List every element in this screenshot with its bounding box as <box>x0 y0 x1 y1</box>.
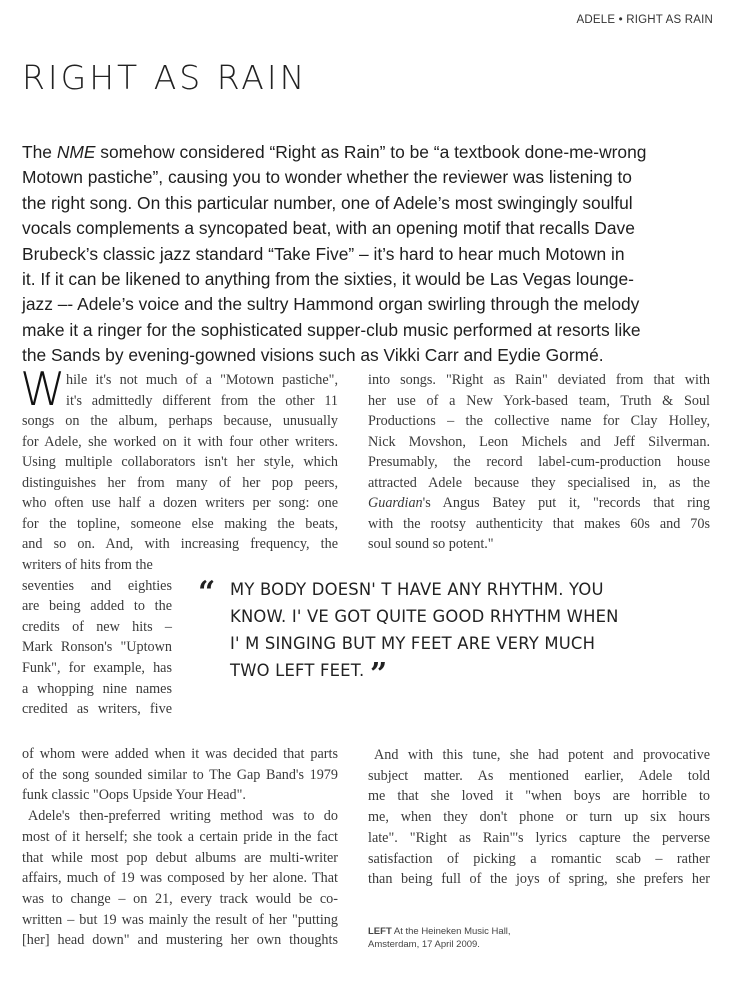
text-line: Funk", for example, has <box>22 660 172 676</box>
intro-segment: somehow considered “Right as Rain” to be “a textbook done-me-wrong <box>95 142 647 162</box>
text-line: Adele's then-preferred writing method was to do <box>28 808 338 825</box>
intro-segment: The <box>22 142 57 162</box>
text-line <box>368 494 710 512</box>
text-line: credits of new hits – <box>22 618 172 635</box>
text-line: it's admittedly different from the other 11 <box>66 392 338 409</box>
text-line: hile it's not much of a "Motown pastiche", <box>66 372 338 388</box>
text-line: vocals complements a syncopated beat, with an opening motif that recalls Dave <box>22 218 635 239</box>
text-line: of whom were added when it was decided that parts <box>22 746 338 762</box>
text-line: written – but 19 was mainly the result of her "putting <box>22 911 338 928</box>
text-line: late". "Right as Rain"'s lyrics capture the perverse <box>368 829 710 846</box>
text-line: Mark Ronson's "Uptown <box>22 639 172 656</box>
caption-label: LEFT <box>368 926 392 937</box>
open-quote-mark: “ <box>198 575 216 610</box>
pull-quote-line: MY BODY DOESN' T HAVE ANY RHYTHM. YOU <box>230 580 604 599</box>
text-segment: Guardian <box>368 495 423 511</box>
text-line: [her] head down" and mustering her own thoughts <box>22 932 338 949</box>
text-line: into songs. "Right as Rain" deviated from that with <box>368 372 710 388</box>
photo-caption <box>368 926 511 938</box>
text-segment: 's Angus Batey put it, "records that ring <box>422 495 710 511</box>
text-line: me that she loved it "when boys are horrible to <box>368 788 710 805</box>
text-line: Brubeck’s classic jazz standard “Take Five” – it’s hard to hear much Motown in <box>22 243 625 264</box>
text-line: and so on. And, with increasing frequency, the <box>22 536 338 552</box>
text-line: Using multiple collaborators isn't her style, which <box>22 454 338 470</box>
close-quote-mark: ” <box>370 657 388 692</box>
text-line: And with this tune, she had potent and provocative <box>374 747 710 763</box>
text-line: Nick Movshon, Leon Michels and Jeff Silverman. <box>368 433 710 450</box>
drop-cap: W <box>20 362 66 416</box>
text-line: it. If it can be likened to anything from the sixties, it would be Las Vegas lounge- <box>22 269 634 289</box>
text-line: Motown pastiche”, causing you to wonder whether the reviewer was listening to <box>22 167 632 188</box>
text-line: with the rootsy authenticity that makes 60s and 70s <box>368 515 710 532</box>
text-line: a whopping nine names <box>22 680 172 697</box>
intro-segment: NME <box>56 142 96 162</box>
caption-text: At the Heineken Music Hall, <box>391 926 511 937</box>
text-line: satisfaction of picking a romantic scab – rather <box>368 850 710 867</box>
text-line: attracted Adele because they specialised in, as the <box>368 474 710 491</box>
text-line: writers of hits from the <box>22 557 153 573</box>
text-line: who often use half a dozen writers per song: one <box>22 495 338 511</box>
text-line: the right song. On this particular number, one of Adele’s most swingingly soulful <box>22 192 633 213</box>
text-line: funk classic "Oops Upside Your Head". <box>22 787 246 804</box>
text-line: most of it herself; she took a certain pride in the fact <box>22 828 338 845</box>
text-line: the Sands by evening-gowned visions such as Vikki Carr and Eydie Gormé. <box>22 345 604 366</box>
text-line: subject matter. As mentioned earlier, Adele told <box>368 767 710 784</box>
page-title: RIGHT AS RAIN <box>22 58 308 97</box>
text-line: for Adele, she worked on it with four other writers. <box>22 433 338 450</box>
pull-quote-line: I' M SINGING BUT MY FEET ARE VERY MUCH <box>230 634 596 653</box>
text-line: make it a ringer for the sophisticated supper-club music performed at resorts like <box>22 319 641 340</box>
text-line: Presumably, the record label-cum-production house <box>368 454 710 470</box>
pull-quote-line: KNOW. I' VE GOT QUITE GOOD RHYTHM WHEN <box>230 607 619 626</box>
text-line: soul sound so potent." <box>368 536 494 552</box>
text-line: songs on the album, perhaps because, unusually <box>22 413 338 429</box>
text-line: was to change – on 21, every track would be co- <box>22 890 338 907</box>
text-line: of the song sounded similar to The Gap Band's 1979 <box>22 766 338 783</box>
running-head: ADELE • RIGHT AS RAIN <box>576 14 713 26</box>
text-line: seventies and eighties <box>22 577 172 594</box>
text-line: affairs, much of 19 was composed by her alone. That <box>22 870 338 887</box>
text-line: that while most pop debut albums are multi-writer <box>22 849 338 866</box>
text-line: distinguishes her from many of her pop peers, <box>22 474 338 491</box>
text-line: jazz –- Adele’s voice and the sultry Hammond organ swirling through the melody <box>22 294 640 315</box>
text-line: her use of a New York-based team, Truth & Soul <box>368 392 710 409</box>
text-line: are being added to the <box>22 598 172 615</box>
text-line: for the topline, someone else making the beats, <box>22 515 338 532</box>
text-line: Productions – the collective name for Clay Holley, <box>368 413 710 429</box>
photo-caption-line2: Amsterdam, 17 April 2009. <box>368 939 480 950</box>
intro-line <box>22 142 712 162</box>
text-line: than being full of the joys of spring, she prefers her <box>368 871 710 888</box>
text-line: me, when they don't phone or turn up six hours <box>368 809 710 826</box>
text-line: credited as writers, five <box>22 701 172 718</box>
pull-quote-line: TWO LEFT FEET. <box>230 661 365 680</box>
